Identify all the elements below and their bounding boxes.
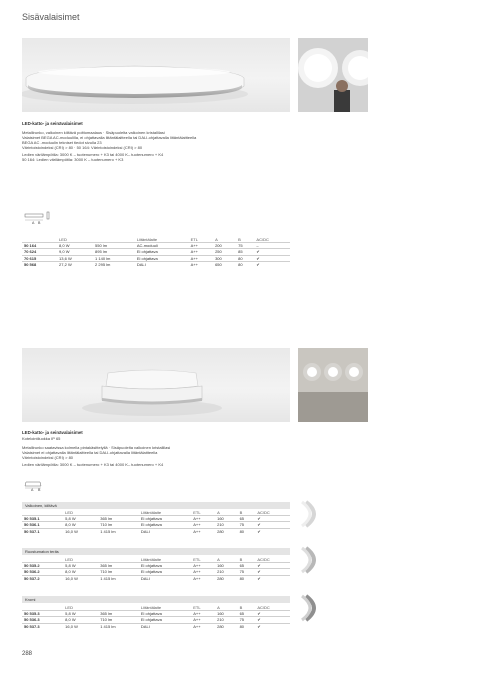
col-header-b: B bbox=[239, 605, 243, 610]
table-row bbox=[22, 261, 290, 267]
cell-acdc: ✔ bbox=[255, 528, 290, 534]
cell-etl: A++ bbox=[191, 617, 215, 623]
desc-line: Valaisimet ei ohjattavalla liitäntälaitteella tai DALI-ohjattavalla liitäntälaitteella bbox=[22, 450, 158, 455]
cell-acdc: ✔ bbox=[255, 563, 290, 569]
product-1-heading: LED-katto- ja seinävalaisimet bbox=[22, 121, 83, 126]
cell-code: 70 624 bbox=[22, 249, 57, 255]
cell-driver: Ei ohjattava bbox=[139, 617, 191, 623]
cell-acdc: ✔ bbox=[255, 623, 290, 629]
table-row bbox=[22, 528, 290, 534]
cell-driver: AC-moduuli bbox=[135, 243, 189, 249]
cell-b: 75 bbox=[238, 617, 256, 623]
cell-driver: Ei ohjattava bbox=[135, 255, 189, 261]
desc-line: BEGA AC -moduulin tekniset tiedot sivulla 23 bbox=[22, 140, 102, 145]
cell-code: 50 536.3 bbox=[22, 617, 63, 623]
cell-driver: DALI bbox=[139, 623, 191, 629]
cell-a: 200 bbox=[213, 243, 236, 249]
cell-b: 85 bbox=[236, 249, 254, 255]
finish-swatch-white bbox=[300, 500, 324, 528]
cell-a: 300 bbox=[213, 255, 236, 261]
cell-etl: A++ bbox=[191, 575, 215, 581]
cell-code: 50 537.2 bbox=[22, 575, 63, 581]
product-1-main-photo bbox=[22, 38, 290, 112]
cell-driver: DALI bbox=[135, 261, 189, 267]
cell-etl: A++ bbox=[191, 623, 215, 629]
cell-code: 70 615 bbox=[22, 255, 57, 261]
table-row bbox=[22, 575, 290, 581]
cell-b: 75 bbox=[238, 569, 256, 575]
col-header-driver: Liitäntälaite bbox=[140, 557, 162, 562]
cell-flux: 895 lm bbox=[93, 249, 135, 255]
group-white-table bbox=[22, 510, 290, 534]
cell-a: 280 bbox=[215, 575, 237, 581]
col-header-b: B bbox=[239, 510, 243, 515]
cell-power: 9,0 W bbox=[57, 249, 93, 255]
col-header-a: A bbox=[217, 605, 220, 610]
cell-code: 50 536.1 bbox=[22, 522, 63, 528]
group-stainless-table bbox=[22, 557, 290, 581]
cell-etl: A++ bbox=[191, 569, 215, 575]
cell-power: 8,0 W bbox=[63, 522, 98, 528]
col-header-b: B bbox=[239, 557, 243, 562]
cell-etl: A++ bbox=[191, 563, 215, 569]
group-header-chrome: Kromi bbox=[22, 596, 290, 603]
desc-line: Värintoistoindeksi (CRI) > 80 · 50 164: Värintoistoindeksi (CRI) > 80 bbox=[22, 145, 143, 150]
product-1-spec-table bbox=[22, 237, 290, 267]
col-header-acdc: AC/DC bbox=[257, 605, 270, 610]
cell-etl: A++ bbox=[189, 249, 213, 255]
cell-a: 280 bbox=[215, 623, 237, 629]
desc-line: Metallirunko, valkoinen kiiltävä polttomaalaus · Sisäpuolelta valkoinen kristallilasi bbox=[22, 130, 165, 135]
col-header-etl: ETL bbox=[193, 510, 201, 515]
cell-etl: A++ bbox=[191, 528, 215, 534]
cell-a: 210 bbox=[215, 617, 237, 623]
cell-code: 50 537.1 bbox=[22, 528, 63, 534]
cell-a: 280 bbox=[215, 528, 237, 534]
desc-line: 50 164: Ledien värilämpötila: 3000 K – tuotenumero + K3 bbox=[22, 157, 124, 162]
col-header-etl: ETL bbox=[190, 237, 198, 242]
product-1-ambient-photo bbox=[298, 38, 368, 112]
cell-driver: Ei ohjattava bbox=[135, 249, 189, 255]
product-2-subheading: Kotelointiluokka IP 65 bbox=[22, 436, 61, 441]
cell-flux: 365 lm bbox=[98, 516, 139, 522]
cell-etl: A++ bbox=[189, 261, 213, 267]
cell-b: 80 bbox=[238, 623, 256, 629]
cell-b: 80 bbox=[238, 528, 256, 534]
col-header-driver: Liitäntälaite bbox=[140, 510, 162, 515]
cell-flux: 710 lm bbox=[98, 617, 139, 623]
col-header-b: B bbox=[238, 237, 241, 242]
cell-code: 50 535.2 bbox=[22, 563, 63, 569]
product-2-heading: LED-katto- ja seinävalaisimet bbox=[22, 430, 83, 435]
cell-b: 80 bbox=[238, 575, 256, 581]
cell-code: 50 164 bbox=[22, 243, 57, 249]
desc-line: Valaisimet BEGA AC-moduulilla, ei ohjattavalla liitäntälaitteella tai DALI-ohjattavalla liitäntälaitteella bbox=[22, 135, 197, 140]
cell-a: 160 bbox=[215, 516, 237, 522]
col-header-led: LED bbox=[59, 237, 67, 242]
col-header-led: LED bbox=[65, 557, 73, 562]
cell-etl: A++ bbox=[191, 611, 215, 617]
cell-driver: Ei ohjattava bbox=[139, 522, 191, 528]
col-header-acdc: AC/DC bbox=[256, 237, 269, 242]
cell-a: 210 bbox=[215, 522, 237, 528]
col-header-acdc: AC/DC bbox=[257, 510, 270, 515]
product-2-dimension-drawing bbox=[24, 479, 50, 493]
cell-flux: 1 415 lm bbox=[98, 528, 139, 534]
col-header-driver: Liitäntälaite bbox=[140, 605, 162, 610]
product-2-ambient-photo bbox=[298, 348, 368, 422]
cell-flux: 710 lm bbox=[98, 522, 139, 528]
cell-code: 50 537.3 bbox=[22, 623, 63, 629]
cell-b: 80 bbox=[236, 255, 254, 261]
desc-line: Ledien värilämpötila: 3000 K – tuotenumero + K3 tai 4000 K– tuotenumero + K4 bbox=[22, 462, 164, 467]
cell-a: 250 bbox=[213, 249, 236, 255]
cell-flux: 365 lm bbox=[98, 611, 139, 617]
cell-flux: 550 lm bbox=[93, 243, 135, 249]
cell-power: 16,0 W bbox=[63, 575, 98, 581]
cell-b: 75 bbox=[238, 522, 256, 528]
cell-power: 5,8 W bbox=[63, 563, 98, 569]
cell-code: 50 568 bbox=[22, 261, 57, 267]
cell-driver: DALI bbox=[139, 575, 191, 581]
col-header-a: A bbox=[215, 237, 218, 242]
cell-flux: 2 295 lm bbox=[93, 261, 135, 267]
cell-acdc: ✔ bbox=[254, 261, 290, 267]
table-row bbox=[22, 623, 290, 629]
cell-power: 8,0 W bbox=[63, 569, 98, 575]
cell-b: 65 bbox=[238, 516, 256, 522]
cell-driver: Ei ohjattava bbox=[139, 611, 191, 617]
cell-power: 8,0 W bbox=[63, 617, 98, 623]
cell-a: 160 bbox=[215, 563, 237, 569]
group-header-stainless: Ruostumaton teräs bbox=[22, 548, 290, 555]
cell-power: 5,8 W bbox=[63, 516, 98, 522]
col-header-led: LED bbox=[65, 510, 73, 515]
cell-etl: A++ bbox=[191, 516, 215, 522]
cell-acdc: ✔ bbox=[254, 249, 290, 255]
group-header-white: Valkoinen, kiiltävä bbox=[22, 502, 290, 509]
col-header-a: A bbox=[217, 557, 220, 562]
cell-acdc: ✔ bbox=[254, 255, 290, 261]
cell-etl: A++ bbox=[189, 255, 213, 261]
cell-acdc: ✔ bbox=[255, 611, 290, 617]
cell-power: 16,0 W bbox=[63, 528, 98, 534]
cell-code: 50 536.2 bbox=[22, 569, 63, 575]
cell-power: 5,8 W bbox=[63, 611, 98, 617]
dim-label-b: B bbox=[38, 488, 41, 492]
cell-flux: 710 lm bbox=[98, 569, 139, 575]
col-header-etl: ETL bbox=[193, 605, 201, 610]
col-header-a: A bbox=[217, 510, 220, 515]
cell-a: 160 bbox=[215, 611, 237, 617]
cell-power: 16,0 W bbox=[63, 623, 98, 629]
col-header-etl: ETL bbox=[193, 557, 201, 562]
cell-a: 650 bbox=[213, 261, 236, 267]
cell-acdc: ✔ bbox=[255, 617, 290, 623]
col-header-driver: Liitäntälaite bbox=[136, 237, 158, 242]
cell-b: 75 bbox=[236, 243, 254, 249]
cell-flux: 1 415 lm bbox=[98, 623, 139, 629]
product-1-dimension-drawing bbox=[24, 210, 54, 226]
cell-acdc: ✔ bbox=[255, 569, 290, 575]
dim-label-b: B bbox=[38, 221, 41, 225]
col-header-led: LED bbox=[65, 605, 73, 610]
cell-b: 65 bbox=[238, 611, 256, 617]
product-1-description bbox=[22, 130, 290, 162]
desc-line: Metallirunko saatavissa kolmella pintakäsittelyllä · Sisäpuolelta valkoinen kristallilasi bbox=[22, 445, 171, 450]
cell-flux: 1 415 lm bbox=[98, 575, 139, 581]
cell-code: 50 535.3 bbox=[22, 611, 63, 617]
product-2-description bbox=[22, 445, 290, 467]
dim-label-a: A bbox=[31, 488, 34, 492]
col-header-acdc: AC/DC bbox=[257, 557, 270, 562]
cell-flux: 365 lm bbox=[98, 563, 139, 569]
desc-line: Värintoistoindeksi (CRI) > 80 bbox=[22, 455, 74, 460]
cell-acdc: ✔ bbox=[255, 516, 290, 522]
cell-acdc: ✔ bbox=[255, 575, 290, 581]
cell-code: 50 535.1 bbox=[22, 516, 63, 522]
finish-swatch-chrome bbox=[300, 594, 324, 622]
cell-etl: A++ bbox=[191, 522, 215, 528]
desc-line: Ledien värilämpötila: 3000 K – tuotenumero + K3 tai 4000 K– tuotenumero + K4 bbox=[22, 152, 164, 157]
cell-driver: Ei ohjattava bbox=[139, 563, 191, 569]
cell-acdc: – bbox=[254, 243, 290, 249]
section-title: Sisävalaisimet bbox=[22, 12, 80, 22]
dim-label-a: A bbox=[32, 221, 35, 225]
cell-flux: 1 140 lm bbox=[93, 255, 135, 261]
product-2-main-photo bbox=[22, 348, 290, 422]
cell-driver: Ei ohjattava bbox=[139, 516, 191, 522]
cell-driver: Ei ohjattava bbox=[139, 569, 191, 575]
page-number: 288 bbox=[22, 651, 33, 657]
cell-driver: DALI bbox=[139, 528, 191, 534]
finish-swatch-stainless bbox=[300, 546, 324, 574]
cell-b: 80 bbox=[236, 261, 254, 267]
group-chrome-table bbox=[22, 605, 290, 629]
cell-acdc: ✔ bbox=[255, 522, 290, 528]
cell-power: 8,0 W bbox=[57, 243, 93, 249]
cell-a: 210 bbox=[215, 569, 237, 575]
cell-power: 13,6 W bbox=[57, 255, 93, 261]
cell-b: 65 bbox=[238, 563, 256, 569]
cell-power: 27,2 W bbox=[57, 261, 93, 267]
cell-etl: A++ bbox=[189, 243, 213, 249]
